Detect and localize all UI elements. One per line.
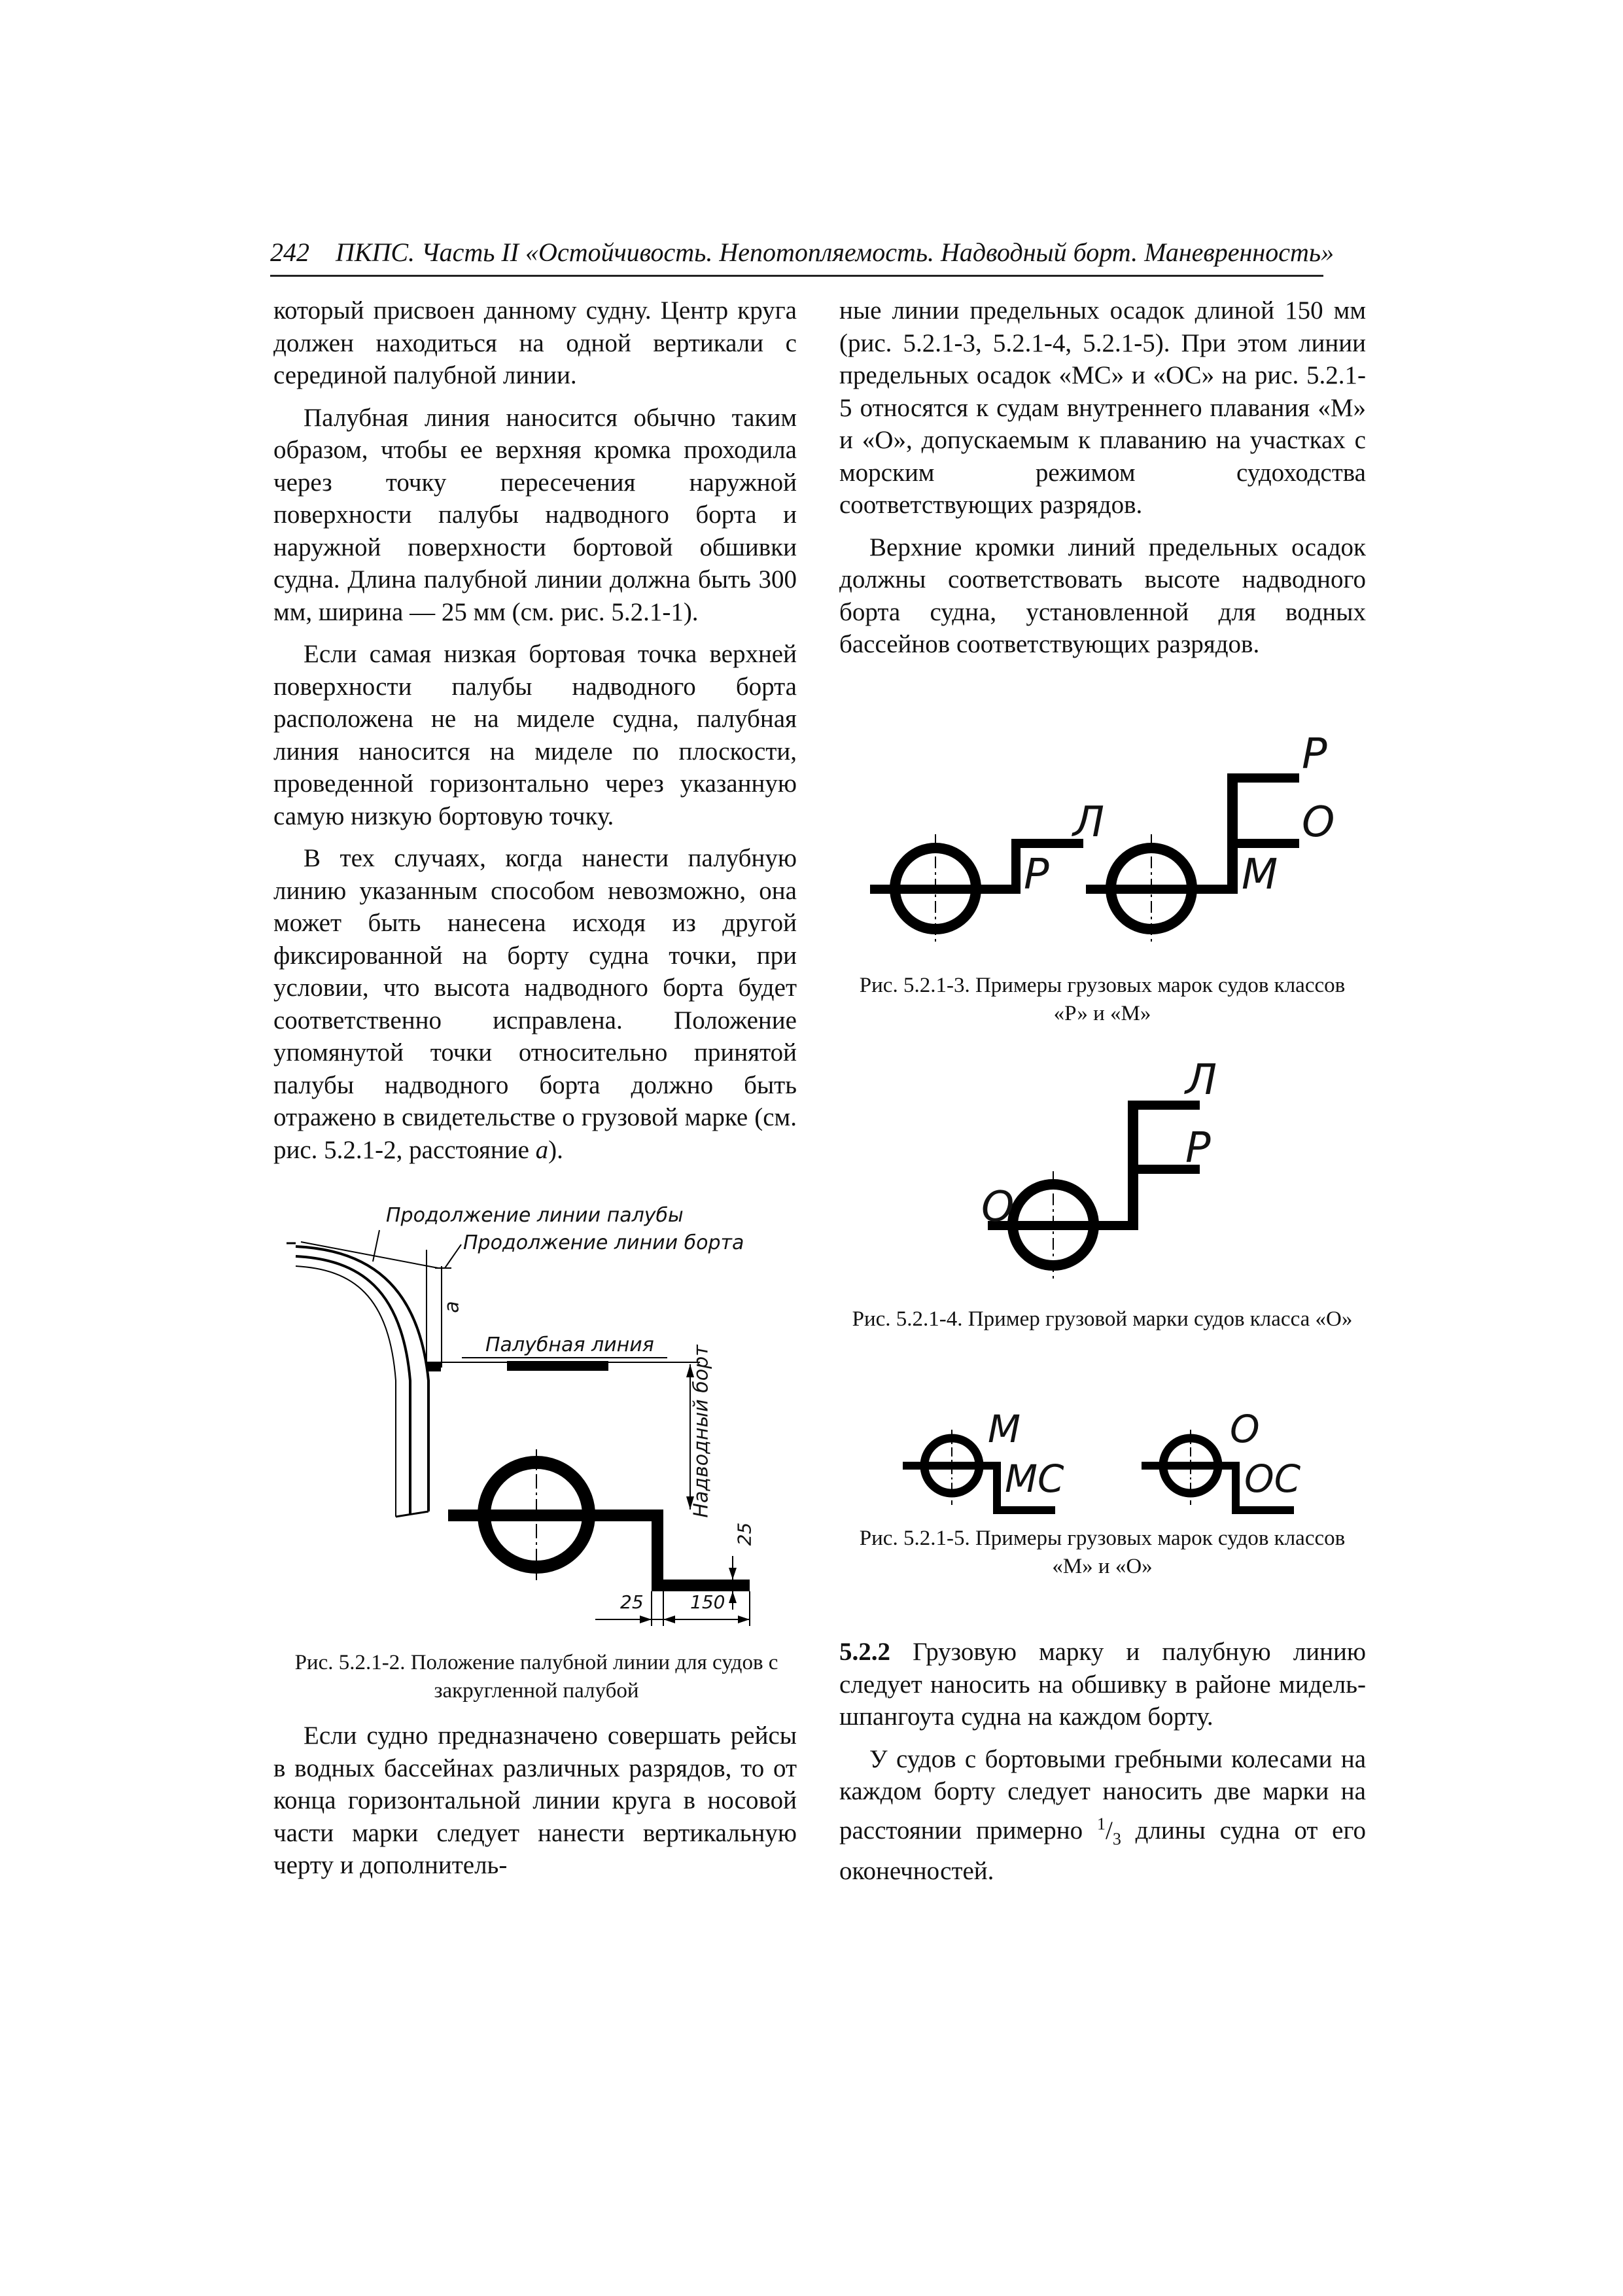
label-side-continuation: Продолжение линии борта <box>463 1231 744 1254</box>
label-a: a <box>440 1301 464 1313</box>
caption-figure-5: Рис. 5.2.1-5. Примеры грузовых марок судов классов «М» и «О» <box>859 1527 1346 1578</box>
left-column-lower <box>273 1720 797 1892</box>
label-dim-150: 150 <box>690 1591 725 1613</box>
right-column-upper <box>839 294 1366 671</box>
mark2-label-m: М <box>1242 851 1278 899</box>
label-freeboard: Надводный борт <box>689 1345 713 1518</box>
figure-2-drawing <box>281 1191 798 1636</box>
fig5-label-mc: МС <box>1005 1457 1064 1501</box>
caption-figure-2: Рис. 5.2.1-2. Положение палубной линии для судов с закругленной палубой <box>294 1651 778 1703</box>
fig5-label-m: М <box>988 1407 1021 1451</box>
page-number: 242 <box>270 238 309 267</box>
figure-load-marks-classes-m-o <box>877 1394 1335 1525</box>
label-deck-line: Палубная линия <box>485 1333 654 1356</box>
mark2-label-o: О <box>1302 798 1335 847</box>
left-paragraph-2: Палубная линия наносится обычно таким образом, чтобы ее верхняя кромка проходила через точку пересечения наружной поверхности палубы надводного борта и наружной поверхности бортовой обшивки судна. Длина палубной линии должна быть 300 мм, ширина — 25 мм (см. рис. 5.2.1-1). <box>273 403 797 626</box>
label-dim-25-vertical: 25 <box>733 1522 756 1546</box>
figure-deck-line-position <box>281 1191 798 1636</box>
caption-figure-4: Рис. 5.2.1-4. Пример грузовой марки судов класса «О» <box>852 1307 1353 1331</box>
running-header <box>270 237 1335 274</box>
figure-load-mark-class-o <box>962 1053 1236 1289</box>
header-title: ПКПС. Часть II «Остойчивость. Непотопляемость. Надводный борт. Маневренность» <box>336 238 1335 267</box>
label-dim-25: 25 <box>620 1591 644 1613</box>
left-paragraph-3: Если самая низкая бортовая точка верхней поверхности палубы надводного борта расположена не на миделе судна, палубная линия наносится на миделе по плоскости, проведенной горизонтально через указанную самую низкую бортовую точку. <box>273 640 797 830</box>
mark1-label-p: Р <box>1024 851 1049 899</box>
right-paragraph-4: У судов с бортовыми гребными колесами на каждом борту следует наносить две марки на расстоянии примерно $^1/_3$ длины судна от его оконечностей. <box>839 1744 1367 1885</box>
caption-figure-3: Рис. 5.2.1-3. Примеры грузовых марок судов классов «Р» и «М» <box>859 974 1346 1025</box>
fig5-label-oc: ОС <box>1244 1457 1301 1501</box>
left-paragraph-5: Если судно предназначено совершать рейсы в водных бассейнах различных разрядов, то от конца горизонтальной линии круга в носовой части марки следует нанести вертикальную черту и дополнитель- <box>273 1722 797 1879</box>
left-paragraph-1: который присвоен данному судну. Центр круга должен находиться на одной вертикали с серединой палубной линии. <box>273 296 797 389</box>
mark1-label-l: Л <box>1073 798 1105 847</box>
right-paragraph-2: Верхние кромки линий предельных осадок должны соответствовать высоте надводного борта судна, установленной для водных бассейнов соответствующих разрядов. <box>839 533 1366 658</box>
header-rule <box>270 275 1323 277</box>
right-paragraph-3: 5.2.2 Грузовую марку и палубную линию следует наносить на обшивку в районе мидель-шпангоута судна на каждом борту. <box>839 1638 1366 1731</box>
left-column-upper <box>273 294 797 1176</box>
fig4-label-o: О <box>981 1183 1015 1231</box>
fig4-label-p: Р <box>1185 1124 1211 1173</box>
right-column-lower <box>839 1636 1366 1897</box>
figure-3-drawing <box>850 726 1354 968</box>
right-paragraph-1: ные линии предельных осадок длиной 150 мм (рис. 5.2.1-3, 5.2.1-4, 5.2.1-5). При этом линии предельных осадок «МС» и «ОС» на рис. 5.2.1-5 относятся к судам внутреннего плавания «М» и «О», допускаемым к плаванию на участках с морским режимом судоходства соответствующих разрядов. <box>839 296 1366 519</box>
label-deck-continuation: Продолжение линии палубы <box>386 1204 684 1227</box>
left-paragraph-4: В тех случаях, когда нанести палубную линию указанным способом невозможно, она может быть нанесена исходя из другой фиксированной на борту судна точки, при условии, что высота надводного борта будет соответственно исправлена. Положение упомянутой точки относительно принятой палубы надводного борта должно быть отражено в свидетельстве о грузовой марке (см. рис. 5.2.1-2, расстояние a). <box>273 844 797 1164</box>
figure-load-marks-classes-r-m <box>850 726 1354 968</box>
fig4-label-l: Л <box>1185 1056 1217 1104</box>
fig5-label-o: О <box>1230 1407 1260 1451</box>
mark2-label-p: Р <box>1302 730 1327 779</box>
